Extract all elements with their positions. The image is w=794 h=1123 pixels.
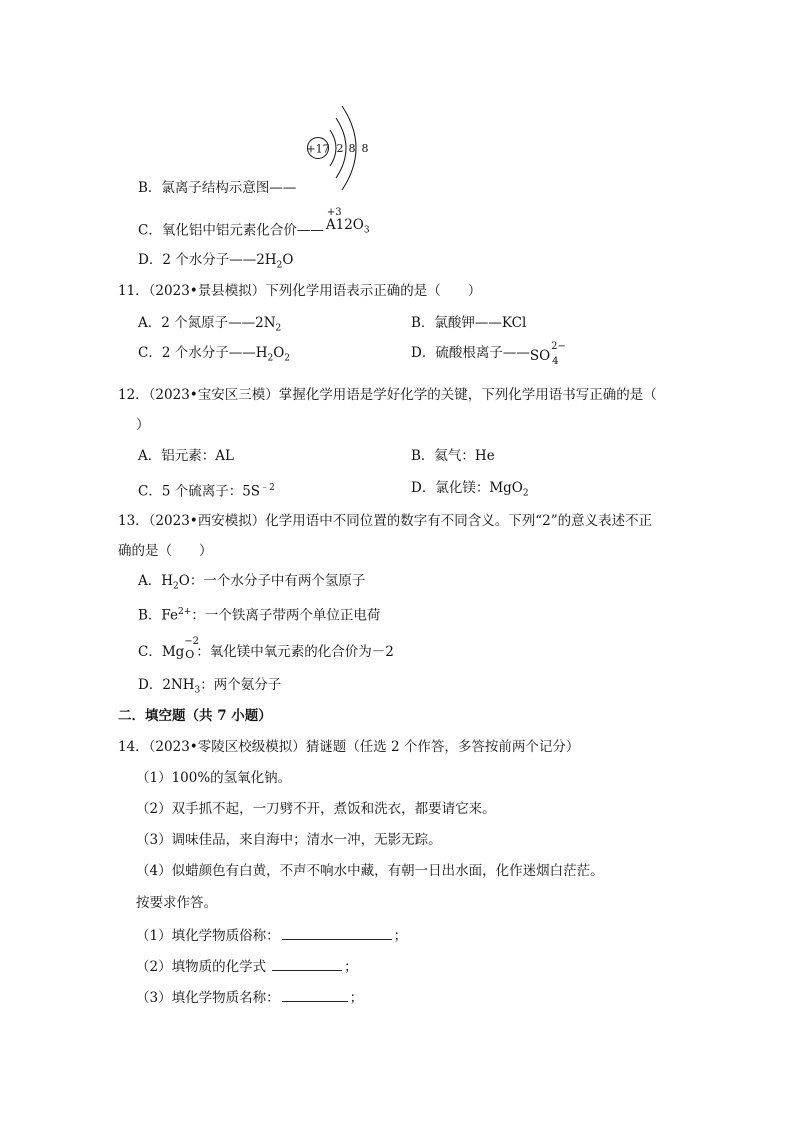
q14-answer-1-label: （1）填化学物质俗称： — [136, 928, 280, 944]
q14-stem: 14．（2023•零陵区校级模拟）猜谜题（任选 2 个作答，多答按前两个记分） — [118, 739, 580, 755]
q10-option-c-text: C．氧化铝中铝元素化合价—— — [138, 222, 324, 239]
q10-option-d-pre: D．2 个水分子——2H — [138, 252, 277, 268]
q11-option-d-ion-marks — [550, 341, 566, 367]
chloride-ion-structure-diagram — [300, 96, 380, 192]
q13-option-a-post: O：一个水分子中有两个氢原子 — [178, 573, 366, 589]
q12-option-a: A．铝元素：AL — [138, 448, 234, 464]
q14-answer-2-semicolon: ； — [344, 959, 358, 975]
q10-option-d-post: O — [282, 252, 294, 268]
q12-option-c-pre: C．5 个硫离子：5S — [138, 483, 261, 500]
q12-option-b: B．氦气：He — [411, 448, 495, 464]
q10-formula-o-count: 3 — [363, 225, 370, 236]
q13-option-d-sub: 3 — [194, 685, 201, 696]
q14-riddle-1: （1）100%的氢氧化钠。 — [136, 770, 292, 786]
q14-answer-3-semicolon: ； — [349, 990, 364, 1006]
q11-option-a — [138, 314, 281, 338]
q10-valence-mark: +3 — [326, 207, 342, 218]
shell-electrons-3: 8 — [361, 142, 369, 155]
shell-electrons-1: 2 — [336, 142, 344, 155]
q13-option-b-sup: 2+ — [178, 607, 192, 617]
q14-answer-1-semicolon: ； — [393, 928, 408, 944]
q11-option-c — [138, 344, 290, 368]
q11-option-d-sub: 4 — [552, 356, 559, 367]
q12-option-d-pre: D．氯化镁：MgO — [411, 480, 523, 496]
q14-answer-1-blank[interactable] — [282, 926, 392, 940]
q11-option-c-sub2: 2 — [284, 353, 291, 364]
q14-riddle-3: （3）调味佳品，来自海中；清水一冲，无影无踪。 — [136, 832, 442, 848]
q12-option-c — [138, 479, 275, 501]
q14-answer-2-label: （2）填物质的化学式 — [136, 959, 267, 975]
q14-answer-2 — [136, 957, 358, 976]
q10-option-b-text: B．氯离子结构示意图—— — [138, 180, 297, 196]
q11-option-d-pre: D．硫酸根离子—— — [411, 345, 530, 361]
q13-option-c-sup: −2 — [184, 636, 200, 647]
q13-option-b — [138, 603, 380, 625]
q13-stem-line1: 13．（2023•西安模拟）化学用语中不同位置的数字有不同含义。下列“2”的意义表述不正 — [118, 513, 653, 529]
q14-riddle-4: （4）似蜡颜色有白黄，不声不响水中藏，有朝一日出水面，化作迷烟白茫茫。 — [136, 863, 604, 879]
q10-formula-o: O — [352, 217, 364, 233]
q11-option-d-sup: 2− — [551, 341, 566, 352]
q11-option-a-pre: A．2 个氮原子——2N — [138, 315, 276, 331]
section-heading-fill-in: 二．填空题（共 7 小题） — [118, 708, 272, 724]
q13-option-c-base: O — [185, 648, 195, 661]
q13-option-b-post: ：一个铁离子带两个单位正电荷 — [191, 607, 381, 624]
q10-formula-al: A1 — [325, 217, 345, 233]
q10-option-c-formula — [325, 207, 370, 240]
q14-answer-3-blank[interactable] — [282, 988, 348, 1002]
q13-option-c-pre: C．Mg — [138, 644, 185, 660]
q13-option-d-pre: D．2NH — [138, 677, 195, 693]
q10-option-b — [138, 179, 296, 197]
q10-option-d — [138, 251, 293, 275]
q11-option-c-mid: O — [273, 345, 285, 361]
q14-answer-3 — [136, 988, 363, 1007]
q13-option-c-valence — [184, 636, 200, 661]
q13-stem-line2: 确的是（ ） — [118, 543, 213, 559]
q13-option-b-pre: B．Fe — [138, 607, 179, 624]
q14-answer-2-blank[interactable] — [272, 957, 342, 971]
q10-formula-al-count: 2 — [344, 217, 353, 233]
q11-option-c-sub1: 2 — [267, 353, 274, 364]
q14-instruction: 按要求作答。 — [136, 895, 217, 911]
q13-option-c-post: ：氧化镁中氧元素的化合价为－2 — [196, 644, 394, 660]
nucleus-charge: +17 — [306, 142, 330, 156]
q14-riddle-2: （2）双手抓不起，一刀劈不开，煮饭和洗衣，都要请它来。 — [136, 801, 496, 817]
q12-stem-line1: 12．（2023•宝安区三模）掌握化学用语是学好化学的关键，下列化学用语书写正确的是（ — [118, 387, 657, 403]
q13-option-d — [138, 676, 281, 700]
q11-option-a-sub: 2 — [275, 323, 282, 334]
q13-option-c — [138, 636, 394, 661]
q13-option-d-post: ：两个氨分子 — [200, 677, 282, 693]
q13-option-a-sub: 2 — [173, 581, 179, 592]
q12-option-d-sub: 2 — [522, 488, 529, 499]
q12-option-d — [411, 479, 529, 503]
q14-answer-3-label: （3）填化学物质名称： — [136, 990, 280, 1006]
q11-option-d — [411, 341, 566, 367]
q12-option-c-sup: ﹣2 — [260, 483, 275, 493]
q14-answer-1 — [136, 926, 407, 945]
q11-option-c-pre: C．2 个水分子——H — [138, 345, 268, 361]
q12-stem-line2: ） — [136, 417, 150, 433]
q11-option-d-formula: SO — [529, 348, 551, 364]
shell-electrons-2: 8 — [348, 142, 356, 155]
q10-option-c — [138, 207, 370, 240]
q13-option-a — [138, 572, 365, 596]
q11-stem: 11．（2023•景县模拟）下列化学用语表示正确的是（ ） — [118, 283, 482, 299]
q11-option-b: B．氯酸钾——KCl — [411, 315, 527, 331]
q13-option-a-pre: A．H — [138, 573, 174, 589]
shell-arc-1 — [330, 130, 336, 166]
q10-option-d-sub: 2 — [276, 260, 283, 271]
